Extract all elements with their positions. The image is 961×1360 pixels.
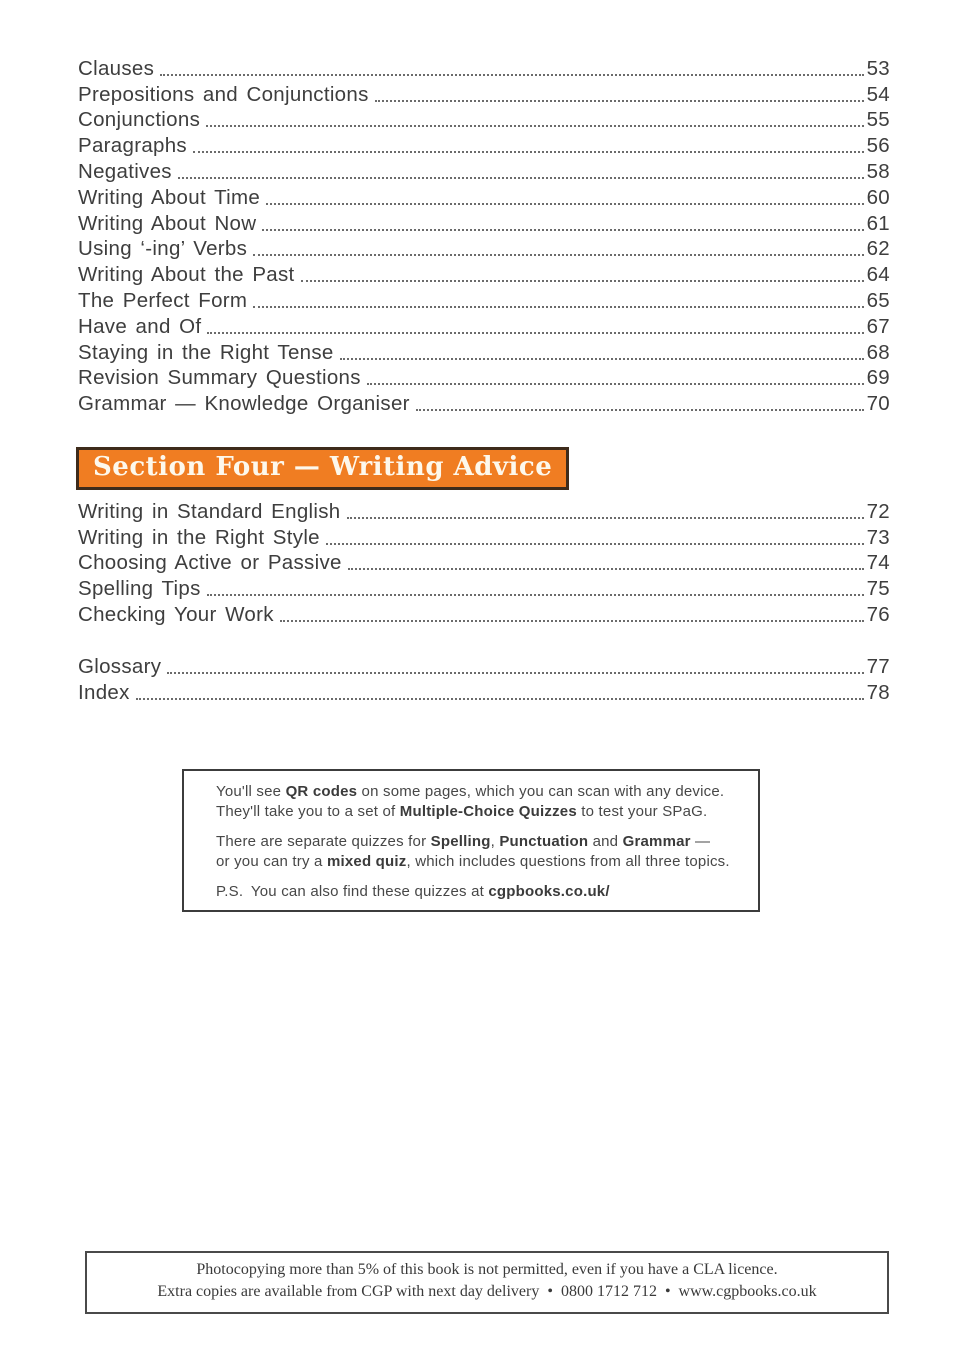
- toc-entry-label: Checking Your Work: [78, 602, 274, 626]
- dotted-leader: [301, 280, 864, 282]
- toc-page-number: 76: [866, 602, 890, 626]
- toc-list-grammar: [78, 56, 890, 417]
- toc-list-writing-advice: [78, 499, 890, 628]
- dotted-leader: [416, 409, 864, 411]
- toc-row: [78, 391, 890, 417]
- toc-page-number: 54: [866, 82, 890, 106]
- dotted-leader: [207, 594, 864, 596]
- toc-row: [78, 159, 890, 185]
- toc-page-number: 61: [866, 211, 890, 235]
- toc-entry-label: Negatives: [78, 159, 172, 183]
- qr-paragraph: [216, 782, 748, 821]
- colophon-line: [84, 1072, 884, 1091]
- dotted-leader: [253, 254, 863, 256]
- dotted-leader: [367, 383, 864, 385]
- toc-row: [78, 340, 890, 366]
- toc-entry-label: Conjunctions: [78, 108, 201, 132]
- toc-row: [78, 262, 890, 288]
- toc-row: [78, 680, 890, 706]
- toc-page-number: 72: [866, 499, 890, 523]
- colophon-line: [84, 1167, 884, 1186]
- toc-entry-label: Have and Of: [78, 314, 202, 338]
- dotted-leader: [193, 151, 864, 153]
- colophon-line: [84, 1129, 884, 1148]
- toc-entry-label: Choosing Active or Passive: [78, 551, 342, 575]
- toc-entry-label: Using ‘-ing’ Verbs: [78, 237, 248, 261]
- toc-entry-label: Prepositions and Conjunctions: [78, 82, 369, 106]
- toc-entry-label: Staying in the Right Tense: [78, 340, 334, 364]
- colophon: [84, 958, 884, 1243]
- toc-row: [78, 551, 890, 577]
- toc-row: [78, 654, 890, 680]
- colophon-line: [84, 996, 884, 1015]
- toc-page-number: 73: [866, 525, 890, 549]
- toc-row: [78, 499, 890, 525]
- colophon-line: [84, 1091, 884, 1110]
- dotted-leader: [375, 100, 864, 102]
- toc-entry-label: Spelling Tips: [78, 577, 201, 601]
- toc-page-number: 67: [866, 314, 890, 338]
- toc-row: [78, 602, 890, 628]
- qr-text-line: or you can try a mixed quiz, which includes questions from all three topics.: [216, 852, 730, 870]
- dotted-leader: [207, 332, 863, 334]
- colophon-line: [84, 1015, 884, 1034]
- colophon-line: [84, 1148, 884, 1167]
- toc-page-number: 68: [866, 340, 890, 364]
- toc-page-number: 75: [866, 577, 890, 601]
- toc-page-number: 77: [866, 654, 890, 678]
- toc-page-number: 70: [866, 392, 890, 416]
- toc-row: [78, 133, 890, 159]
- toc-list-back-matter: [78, 654, 890, 706]
- section-four-header: Section Four — Writing Advice: [76, 447, 569, 490]
- toc-entry-label: Writing About the Past: [78, 263, 295, 287]
- toc-entry-label: Writing About Time: [78, 185, 261, 209]
- colophon-line: [84, 1224, 884, 1243]
- qr-text-line: There are separate quizzes for Spelling, Punctuation and Grammar —: [216, 833, 711, 850]
- toc-entry-label: The Perfect Form: [78, 288, 248, 312]
- toc-row: [78, 82, 890, 108]
- toc-entry-label: Writing About Now: [78, 211, 257, 235]
- toc-entry-label: Writing in the Right Style: [78, 525, 320, 549]
- dotted-leader: [266, 203, 864, 205]
- dotted-leader: [178, 177, 864, 179]
- colophon-line: [84, 1110, 884, 1129]
- qr-info-box: [182, 769, 760, 912]
- toc-page-number: 58: [866, 159, 890, 183]
- toc-row: [78, 314, 890, 340]
- photocopy-notice-box: [85, 1251, 889, 1314]
- toc-entry-label: Index: [78, 680, 130, 704]
- qr-paragraph: [216, 882, 748, 902]
- toc-page-number: 78: [866, 680, 890, 704]
- qr-text-line: They'll take you to a set of Multiple-Choice Quizzes to test your SPaG.: [216, 802, 708, 820]
- toc-page-number: 60: [866, 185, 890, 209]
- toc-row: [78, 576, 890, 602]
- toc-row: [78, 288, 890, 314]
- toc-row: [78, 366, 890, 392]
- toc-entry-label: Revision Summary Questions: [78, 366, 361, 390]
- toc-row: [78, 237, 890, 263]
- dotted-leader: [206, 125, 863, 127]
- toc-page-number: 56: [866, 134, 890, 158]
- toc-entry-label: Writing in Standard English: [78, 499, 341, 523]
- toc-page-number: 65: [866, 288, 890, 312]
- toc-entry-label: Grammar — Knowledge Organiser: [78, 392, 410, 416]
- dotted-leader: [326, 543, 864, 545]
- qr-text-line: P.S. You can also find these quizzes at cgpbooks.co.uk/: [216, 883, 610, 900]
- toc-row: [78, 108, 890, 134]
- toc-entry-label: Glossary: [78, 654, 162, 678]
- dotted-leader: [136, 698, 864, 700]
- colophon-line: [84, 977, 884, 996]
- qr-text-line: You'll see QR codes on some pages, which you can scan with any device.: [216, 783, 725, 800]
- toc-page-number: 55: [866, 108, 890, 132]
- dotted-leader: [280, 620, 864, 622]
- toc-page-number: 74: [866, 551, 890, 575]
- toc-entry-label: Paragraphs: [78, 134, 187, 158]
- colophon-line: [84, 1186, 884, 1205]
- colophon-line: [84, 1053, 884, 1072]
- toc-entry-label: Clauses: [78, 56, 155, 80]
- toc-page-number: 62: [866, 237, 890, 261]
- dotted-leader: [160, 74, 863, 76]
- dotted-leader: [347, 517, 864, 519]
- toc-row: [78, 185, 890, 211]
- dotted-leader: [262, 229, 863, 231]
- dotted-leader: [253, 306, 863, 308]
- toc-page-number: 53: [866, 56, 890, 80]
- toc-row: [78, 211, 890, 237]
- dotted-leader: [340, 358, 864, 360]
- toc-page-number: 64: [866, 263, 890, 287]
- toc-page-number: 69: [866, 366, 890, 390]
- colophon-line: [84, 1205, 884, 1224]
- toc-row: [78, 525, 890, 551]
- dotted-leader: [348, 568, 864, 570]
- copies-contact-line: Extra copies are available from CGP with next day delivery • 0800 1712 712 • www.cgpbooks.co.uk: [157, 1283, 817, 1300]
- toc-row: [78, 56, 890, 82]
- colophon-line: [84, 1034, 884, 1053]
- colophon-line: [84, 958, 884, 977]
- photocopy-notice-line: Photocopying more than 5% of this book is not permitted, even if you have a CLA licence.: [196, 1261, 778, 1278]
- qr-paragraph: [216, 832, 748, 871]
- dotted-leader: [167, 672, 863, 674]
